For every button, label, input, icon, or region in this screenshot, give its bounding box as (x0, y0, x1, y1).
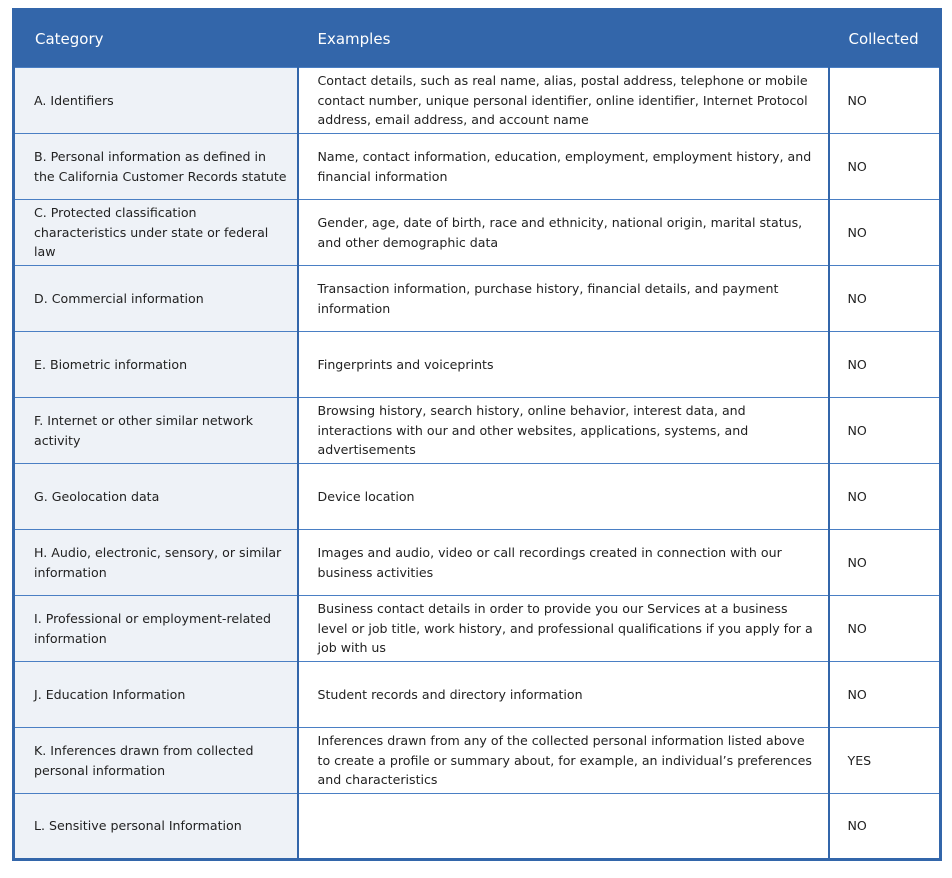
table-row (14, 728, 941, 794)
cell-collected: NO (829, 68, 941, 134)
cell-collected: NO (829, 332, 941, 398)
cell-category: G. Geolocation data (14, 464, 298, 530)
cell-category: E. Biometric information (14, 332, 298, 398)
header-examples: Examples (298, 10, 829, 68)
cell-collected: NO (829, 530, 941, 596)
cell-category: A. Identifiers (14, 68, 298, 134)
cell-examples: Images and audio, video or call recordings created in connection with our business activities (298, 530, 829, 596)
cell-category: K. Inferences drawn from collected personal information (14, 728, 298, 794)
table-row (14, 68, 941, 134)
table-row (14, 662, 941, 728)
header-collected: Collected (829, 10, 941, 68)
cell-examples: Student records and directory information (298, 662, 829, 728)
table-row (14, 596, 941, 662)
cell-category: H. Audio, electronic, sensory, or similar information (14, 530, 298, 596)
cell-examples: Name, contact information, education, employment, employment history, and financial information (298, 134, 829, 200)
cell-examples: Fingerprints and voiceprints (298, 332, 829, 398)
personal-information-table (12, 8, 942, 861)
table-header-row (14, 10, 941, 68)
header-category: Category (14, 10, 298, 68)
table-row (14, 200, 941, 266)
cell-collected: NO (829, 464, 941, 530)
cell-examples: Gender, age, date of birth, race and ethnicity, national origin, marital status, and other demographic data (298, 200, 829, 266)
cell-examples: Device location (298, 464, 829, 530)
cell-collected: NO (829, 200, 941, 266)
cell-examples: Transaction information, purchase history, financial details, and payment information (298, 266, 829, 332)
cell-examples: Browsing history, search history, online behavior, interest data, and interactions with our and other websites, applications, systems, and advertisements (298, 398, 829, 464)
cell-examples: Business contact details in order to provide you our Services at a business level or job title, work history, and professional qualifications if you apply for a job with us (298, 596, 829, 662)
cell-category: J. Education Information (14, 662, 298, 728)
cell-collected: YES (829, 728, 941, 794)
table-row (14, 794, 941, 860)
cell-category: L. Sensitive personal Information (14, 794, 298, 860)
cell-collected: NO (829, 266, 941, 332)
cell-category: D. Commercial information (14, 266, 298, 332)
table-row (14, 134, 941, 200)
cell-collected: NO (829, 134, 941, 200)
cell-collected: NO (829, 794, 941, 860)
cell-category: C. Protected classification characteristics under state or federal law (14, 200, 298, 266)
cell-category: F. Internet or other similar network activity (14, 398, 298, 464)
cell-category: I. Professional or employment-related information (14, 596, 298, 662)
cell-examples: Contact details, such as real name, alias, postal address, telephone or mobile contact number, unique personal identifier, online identifier, Internet Protocol address, email address, and account name (298, 68, 829, 134)
cell-examples: Inferences drawn from any of the collected personal information listed above to create a profile or summary about, for example, an individual’s preferences and characteristics (298, 728, 829, 794)
table-row (14, 530, 941, 596)
table-row (14, 398, 941, 464)
cell-category: B. Personal information as defined in the California Customer Records statute (14, 134, 298, 200)
cell-collected: NO (829, 596, 941, 662)
cell-collected: NO (829, 662, 941, 728)
table-row (14, 464, 941, 530)
cell-collected: NO (829, 398, 941, 464)
cell-examples (298, 794, 829, 860)
table-row (14, 266, 941, 332)
table-row (14, 332, 941, 398)
